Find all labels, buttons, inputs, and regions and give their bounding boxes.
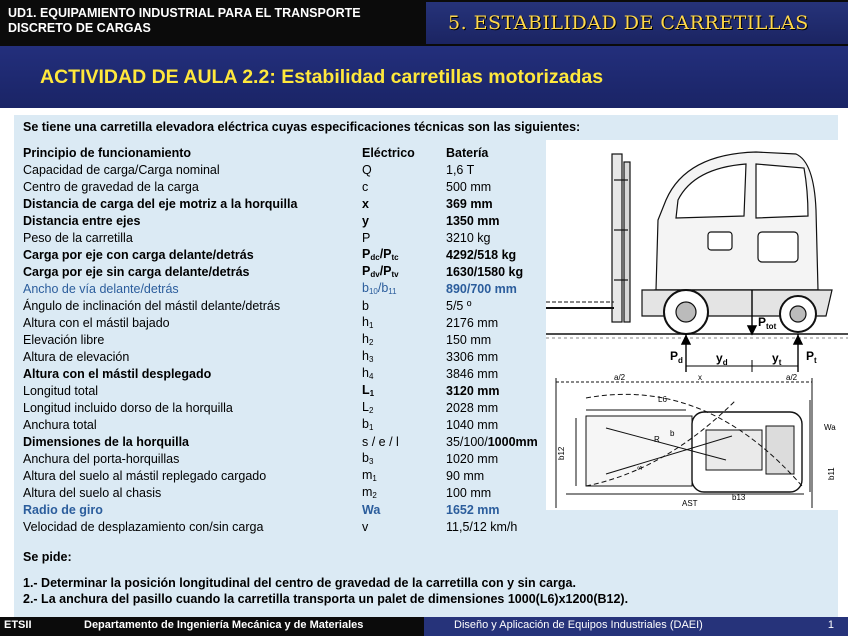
a2-right-label: a/2 <box>786 373 798 382</box>
spec-row <box>23 212 556 229</box>
pt-label: $P_t$ <box>806 349 817 365</box>
spec-symbol: Wa <box>362 502 381 517</box>
yd-label: $y_d$ <box>716 351 728 367</box>
spec-symbol: v <box>362 519 369 534</box>
spec-row <box>23 365 556 382</box>
spec-label: Centro de gravedad de la carga <box>23 179 199 194</box>
spec-label: Longitud incluido dorso de la horquilla <box>23 400 233 415</box>
spec-value: 1652 mm <box>446 502 500 517</box>
spec-value: 890/700 mm <box>446 281 517 296</box>
spec-symbol: $m_2$ <box>362 485 377 500</box>
b-label: b <box>670 429 675 438</box>
r-label: R <box>654 435 660 444</box>
section-header <box>420 0 848 46</box>
section-title-panel <box>426 2 848 44</box>
spec-label: Altura con el mástil desplegado <box>23 366 212 381</box>
spec-value: 1,6 T <box>446 162 475 177</box>
spec-row <box>23 314 556 331</box>
unit-title-line2: DISCRETO DE CARGAS <box>8 21 151 35</box>
spec-symbol: c <box>362 179 369 194</box>
spec-value: 2176 mm <box>446 315 499 330</box>
spec-row <box>23 195 556 212</box>
spec-row <box>23 297 556 314</box>
spec-symbol: $P_{dv}/P_{tv}$ <box>362 264 399 279</box>
spec-symbol: b <box>362 298 369 313</box>
spec-row <box>23 399 556 416</box>
spec-value: 11,5/12 km/h <box>446 519 518 534</box>
course-name: Diseño y Aplicación de Equipos Industriales (DAEI) <box>454 619 703 631</box>
spec-symbol: $b_3$ <box>362 451 374 466</box>
spec-label: Capacidad de carga/Carga nominal <box>23 162 220 177</box>
task-section <box>23 549 628 607</box>
spec-value: 1350 mm <box>446 213 500 228</box>
spec-symbol: s / e / l <box>362 434 399 449</box>
spec-symbol: P <box>362 230 371 245</box>
spec-value: 150 mm <box>446 332 492 347</box>
spec-header-type: Eléctrico <box>362 145 415 160</box>
spec-row <box>23 518 556 535</box>
spec-header-source: Batería <box>446 145 489 160</box>
spec-symbol: $h_1$ <box>362 315 374 330</box>
spec-label: Distancia de carga del eje motriz a la horquilla <box>23 196 298 211</box>
spec-label: Altura con el mástil bajado <box>23 315 170 330</box>
spec-label: Peso de la carretilla <box>23 230 133 245</box>
spec-label: Anchura del porta-horquillas <box>23 451 180 466</box>
spec-label: Dimensiones de la horquilla <box>23 434 190 449</box>
spec-row <box>23 229 556 246</box>
spec-row <box>23 433 556 450</box>
spec-value: 1630/1580 kg <box>446 264 524 279</box>
spec-label: Carga por eje sin carga delante/detrás <box>23 264 250 279</box>
pd-label: $P_d$ <box>670 349 683 365</box>
unit-header <box>0 0 420 46</box>
spec-label: Distancia entre ejes <box>23 213 141 228</box>
spec-label: Elevación libre <box>23 332 105 347</box>
spec-value: 5/5 º <box>446 298 472 313</box>
spec-row <box>23 467 556 484</box>
spec-symbol: Q <box>362 162 372 177</box>
spec-row <box>23 331 556 348</box>
spec-symbol: $L_2$ <box>362 400 374 415</box>
a2-left-label: a/2 <box>614 373 626 382</box>
spec-row <box>23 450 556 467</box>
spec-row <box>23 348 556 365</box>
school-logo: ETSII <box>4 619 32 631</box>
activity-band <box>0 46 848 108</box>
x-label: x <box>698 373 702 382</box>
spec-symbol: $h_2$ <box>362 332 374 347</box>
spec-symbol: $h_4$ <box>362 366 374 381</box>
s-label: s <box>635 466 644 470</box>
department-name: Departamento de Ingeniería Mecánica y de Materiales <box>84 619 364 631</box>
wa-label: Wa <box>824 423 836 432</box>
b11-label: b11 <box>827 467 836 480</box>
task-item-1: 1.- Determinar la posición longitudinal del centro de gravedad de la carretilla con y sin carga. <box>23 576 576 590</box>
task-item-2: 2.- La anchura del pasillo cuando la carretilla transporta un palet de dimensiones 1000(L6)x1200(B12). <box>23 592 629 606</box>
spec-symbol: $h_3$ <box>362 349 374 364</box>
spec-row <box>23 280 556 297</box>
intro-text: Se tiene una carretilla elevadora eléctrica cuyas especificaciones técnicas son las siguientes: <box>23 120 581 134</box>
spec-label: Altura del suelo al mástil replegado cargado <box>23 468 267 483</box>
unit-title-line1: UD1. EQUIPAMIENTO INDUSTRIAL PARA EL TRANSPORTE <box>8 6 361 20</box>
footer-left <box>0 617 424 636</box>
footer-right <box>424 617 848 636</box>
spec-symbol: x <box>362 196 369 211</box>
spec-table <box>23 144 556 535</box>
spec-value: 2028 mm <box>446 400 499 415</box>
spec-label: Anchura total <box>23 417 97 432</box>
spec-header-row <box>23 144 556 161</box>
section-title: 5. ESTABILIDAD DE CARRETILLAS <box>448 12 809 34</box>
spec-symbol: $P_{dc}/P_{tc}$ <box>362 247 399 262</box>
spec-value: 4292/518 kg <box>446 247 517 262</box>
spec-value: 1020 mm <box>446 451 499 466</box>
spec-value: 100 mm <box>446 485 492 500</box>
spec-row <box>23 382 556 399</box>
spec-row <box>23 246 556 263</box>
forklift-drawing <box>546 140 848 510</box>
spec-symbol: $b_{10}/b_{11}$ <box>362 281 397 296</box>
spec-symbol: $L_1$ <box>362 383 375 398</box>
spec-row <box>23 178 556 195</box>
b12-label: b12 <box>557 446 566 460</box>
spec-label: Velocidad de desplazamiento con/sin carga <box>23 519 264 534</box>
activity-title: ACTIVIDAD DE AULA 2.2: Estabilidad carretillas motorizadas <box>40 66 604 88</box>
forklift-figure <box>546 140 848 510</box>
spec-symbol: $m_1$ <box>362 468 377 483</box>
spec-label: Radio de giro <box>23 502 103 517</box>
spec-value: 3846 mm <box>446 366 499 381</box>
spec-value: 3120 mm <box>446 383 500 398</box>
forklift-top-view <box>556 378 812 508</box>
spec-value: 35/100/1000mm <box>446 434 538 449</box>
spec-value: 3306 mm <box>446 349 499 364</box>
forklift-side-view <box>546 152 848 338</box>
spec-value: 369 mm <box>446 196 493 211</box>
l6-label: L6 <box>658 395 667 404</box>
spec-label: Ancho de vía delante/detrás <box>23 281 179 296</box>
spec-value: 500 mm <box>446 179 492 194</box>
spec-label: Carga por eje con carga delante/detrás <box>23 247 254 262</box>
spec-row <box>23 484 556 501</box>
ast-label: AST <box>682 499 698 508</box>
spec-row <box>23 263 556 280</box>
b13-label: b13 <box>732 493 746 502</box>
spec-value: 1040 mm <box>446 417 499 432</box>
spec-header-principle: Principio de funcionamiento <box>23 145 192 160</box>
spec-row <box>23 161 556 178</box>
spec-label: Longitud total <box>23 383 99 398</box>
task-heading: Se pide: <box>23 550 72 564</box>
yt-label: $y_t$ <box>772 351 782 367</box>
page-number: 1 <box>827 619 834 631</box>
spec-label: Altura del suelo al chasis <box>23 485 162 500</box>
spec-value: 90 mm <box>446 468 485 483</box>
spec-label: Ángulo de inclinación del mástil delante/detrás <box>23 298 281 313</box>
spec-value: 3210 kg <box>446 230 491 245</box>
p-tot-label: $P_{tot}$ <box>758 315 777 331</box>
spec-row <box>23 501 556 518</box>
spec-symbol: y <box>362 213 369 228</box>
spec-label: Altura de elevación <box>23 349 130 364</box>
spec-row <box>23 416 556 433</box>
spec-symbol: $b_1$ <box>362 417 374 432</box>
